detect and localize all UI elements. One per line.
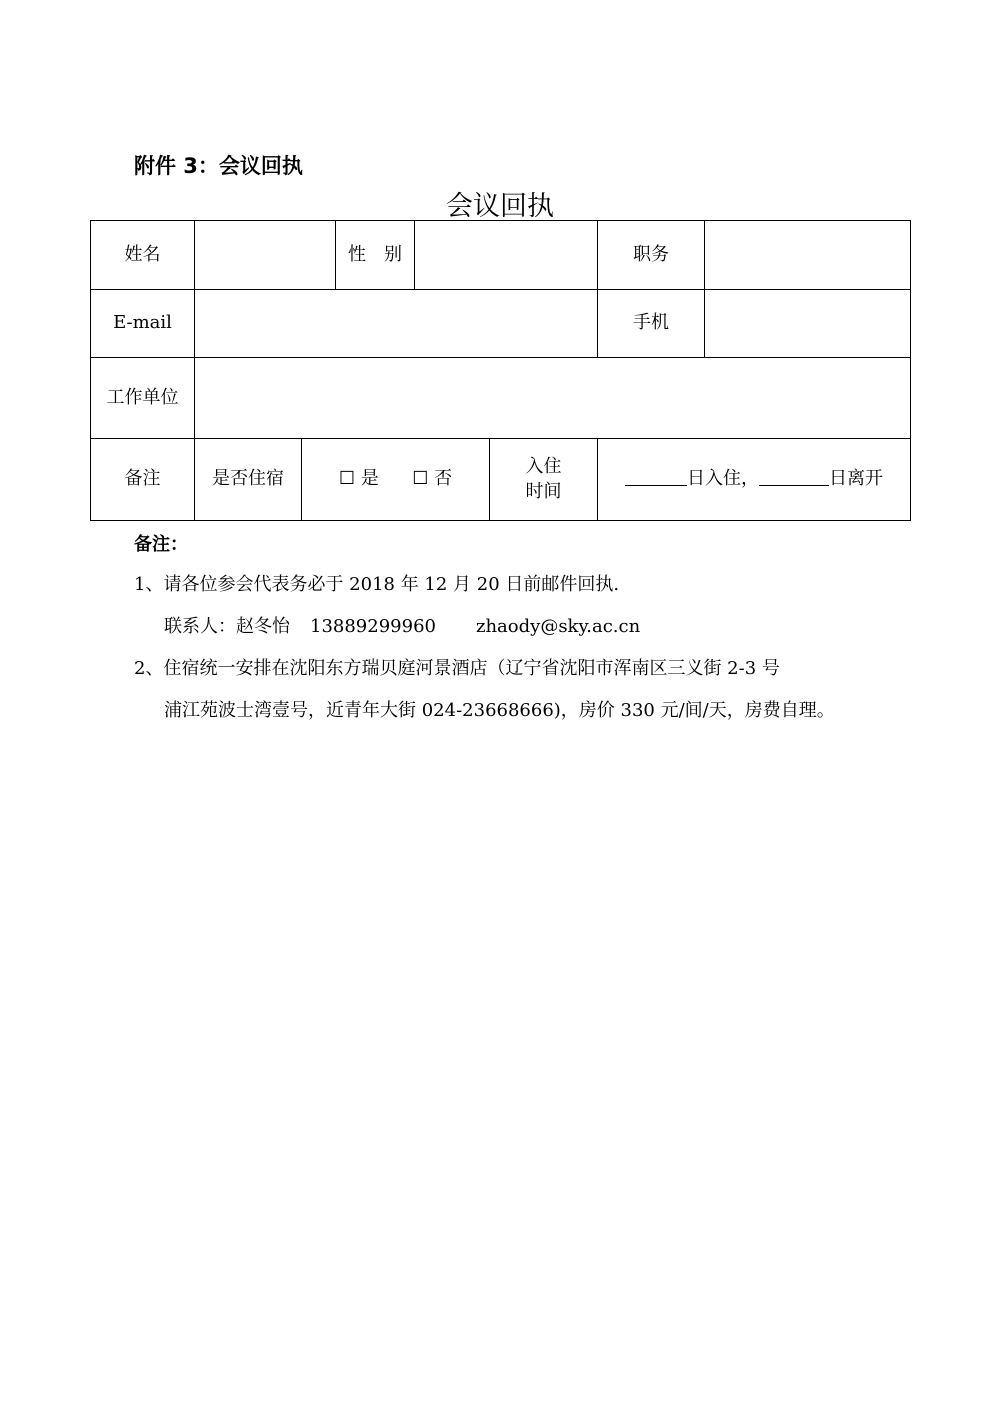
lodging-no-label: 否 — [434, 468, 453, 490]
checkbox-yes-icon[interactable]: ☐ — [338, 468, 356, 490]
note-item-2-line2: 浦江苑波士湾壹号，近青年大街 024-23668666)，房价 330 元/间/天，房费自理。 — [164, 700, 835, 721]
form-row-workplace — [91, 358, 911, 439]
email-field[interactable] — [195, 290, 598, 358]
checkbox-no-icon[interactable]: ☐ — [412, 468, 429, 490]
page-title: 会议回执 — [446, 191, 554, 222]
contact-name: 赵冬怡 — [236, 616, 290, 637]
position-label: 职务 — [598, 221, 705, 290]
notes-section — [134, 530, 914, 738]
checkin-label-line1: 入住 — [525, 456, 562, 478]
name-field[interactable] — [195, 221, 336, 290]
checkin-date-blank[interactable] — [625, 467, 687, 486]
notes-heading: 备注： — [134, 534, 188, 555]
email-label: E-mail — [91, 290, 195, 358]
form-row-name — [91, 221, 911, 290]
form-row-remarks — [91, 439, 911, 521]
checkin-label — [490, 439, 598, 521]
checkout-date-blank[interactable] — [759, 467, 829, 486]
gender-label: 性 别 — [336, 221, 415, 290]
form-row-contact — [91, 290, 911, 358]
remarks-label: 备注 — [91, 439, 195, 521]
workplace-field[interactable] — [195, 358, 911, 439]
attachment-label: 附件 3：会议回执 — [134, 154, 303, 178]
lodging-options — [302, 439, 490, 521]
contact-email[interactable]: zhaody@sky.ac.cn — [475, 616, 641, 637]
contact-line — [134, 612, 914, 654]
position-field[interactable] — [705, 221, 911, 290]
name-label: 姓名 — [91, 221, 195, 290]
lodging-label: 是否住宿 — [195, 439, 302, 521]
gender-field[interactable] — [415, 221, 598, 290]
phone-field[interactable] — [705, 290, 911, 358]
checkin-dates — [598, 439, 911, 521]
checkin-text: 日入住， — [687, 468, 759, 490]
note-item-1: 1、请各位参会代表务必于 2018 年 12 月 20 日前邮件回执. — [134, 574, 620, 595]
reply-form-table — [90, 220, 911, 521]
checkout-text: 日离开 — [829, 468, 883, 490]
lodging-yes-label: 是 — [360, 468, 379, 490]
contact-label: 联系人： — [164, 616, 236, 637]
checkin-label-line2: 时间 — [525, 480, 562, 502]
phone-label: 手机 — [598, 290, 705, 358]
note-item-2-line1: 2、住宿统一安排在沈阳东方瑞贝庭河景酒店（辽宁省沈阳市浑南区三义街 2-3 号 — [134, 658, 780, 679]
contact-phone: 13889299960 — [310, 616, 436, 637]
workplace-label: 工作单位 — [91, 358, 195, 439]
